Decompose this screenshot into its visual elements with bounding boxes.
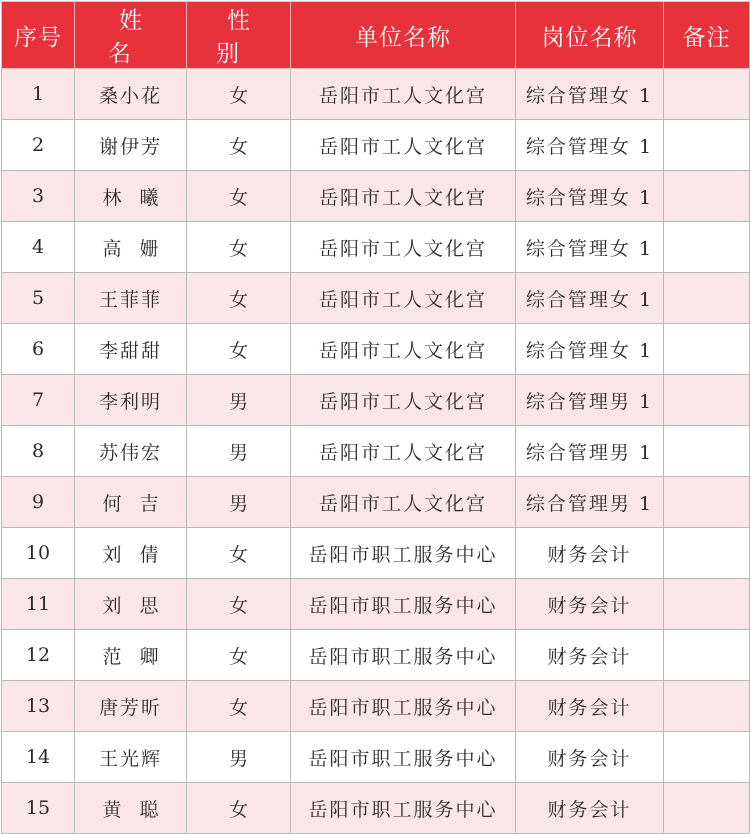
serial-number-cell-text: 6: [31, 338, 45, 360]
table-row: [2, 69, 750, 120]
unit-name-cell-text: 岳阳市工人文化宫: [318, 390, 487, 413]
header-unit-name: 单位名称: [291, 2, 516, 69]
name-cell-text: 唐芳昕: [98, 696, 162, 719]
unit-name-cell: [291, 783, 516, 834]
remarks-cell: [664, 120, 750, 171]
post-name-cell-text: 综合管理女 1: [525, 339, 654, 362]
remarks-cell: [664, 681, 750, 732]
post-name-cell-text: 财务会计: [547, 594, 632, 617]
gender-cell-text: 女: [228, 288, 248, 311]
unit-name-cell: [291, 171, 516, 222]
gender-cell: [187, 222, 291, 273]
gender-cell-text: 男: [228, 747, 248, 770]
gender-cell: [187, 375, 291, 426]
gender-cell-text: 女: [228, 186, 248, 209]
post-name-cell: [516, 477, 664, 528]
name-cell: [75, 630, 187, 681]
gender-cell: [187, 477, 291, 528]
post-name-cell-text: 综合管理女 1: [525, 84, 654, 107]
name-cell: [75, 681, 187, 732]
serial-number-cell-text: 11: [25, 593, 51, 615]
roster-sheet: [0, 1, 750, 821]
remarks-cell: [664, 579, 750, 630]
table-row: [2, 171, 750, 222]
post-name-cell: [516, 681, 664, 732]
name-cell-text: 刘思: [102, 594, 177, 617]
name-cell-text: 刘倩: [102, 543, 177, 566]
table-row: [2, 630, 750, 681]
name-cell-text: 李利明: [98, 390, 162, 413]
name-cell: [75, 120, 187, 171]
post-name-cell-text: 综合管理男 1: [525, 441, 654, 464]
name-cell: [75, 528, 187, 579]
post-name-cell-text: 综合管理女 1: [525, 186, 654, 209]
gender-cell-text: 女: [228, 339, 248, 362]
header-row: [2, 2, 750, 69]
unit-name-cell-text: 岳阳市工人文化宫: [318, 288, 487, 311]
post-name-cell: [516, 579, 664, 630]
unit-name-cell: [291, 375, 516, 426]
name-cell-text: 李甜甜: [98, 339, 162, 362]
gender-cell: [187, 69, 291, 120]
post-name-cell: [516, 732, 664, 783]
serial-number-cell-text: 4: [31, 236, 45, 258]
unit-name-cell-text: 岳阳市工人文化宫: [318, 84, 487, 107]
table-row: [2, 528, 750, 579]
unit-name-cell: [291, 273, 516, 324]
name-cell: [75, 426, 187, 477]
serial-number-cell-text: 7: [31, 389, 45, 411]
remarks-cell: [664, 324, 750, 375]
post-name-cell: [516, 630, 664, 681]
unit-name-cell-text: 岳阳市职工服务中心: [308, 543, 498, 566]
header-gender: 性 别: [187, 2, 291, 69]
name-cell: [75, 375, 187, 426]
gender-cell-text: 女: [228, 543, 248, 566]
serial-number-cell-text: 2: [31, 134, 45, 156]
remarks-cell: [664, 630, 750, 681]
name-cell-text: 黄聪: [102, 798, 177, 821]
gender-cell: [187, 681, 291, 732]
serial-number-cell: [2, 120, 75, 171]
name-cell-text: 林曦: [102, 186, 177, 209]
table-row: [2, 783, 750, 834]
serial-number-cell: [2, 681, 75, 732]
serial-number-cell: [2, 732, 75, 783]
table-row: [2, 681, 750, 732]
serial-number-cell: [2, 375, 75, 426]
post-name-cell-text: 财务会计: [547, 696, 632, 719]
serial-number-cell-text: 1: [31, 83, 45, 105]
serial-number-cell-text: 5: [31, 287, 45, 309]
remarks-cell: [664, 477, 750, 528]
serial-number-cell: [2, 222, 75, 273]
remarks-cell: [664, 375, 750, 426]
name-cell: [75, 222, 187, 273]
gender-cell: [187, 426, 291, 477]
serial-number-cell-text: 8: [31, 440, 45, 462]
name-cell: [75, 324, 187, 375]
post-name-cell-text: 综合管理男 1: [525, 390, 654, 413]
table-row: [2, 324, 750, 375]
table-row: [2, 273, 750, 324]
post-name-cell-text: 财务会计: [547, 747, 632, 770]
serial-number-cell: [2, 171, 75, 222]
gender-cell-text: 女: [228, 237, 248, 260]
name-cell-text: 桑小花: [98, 84, 162, 107]
table-row: [2, 375, 750, 426]
gender-cell: [187, 171, 291, 222]
name-cell-text: 苏伟宏: [98, 441, 162, 464]
name-cell: [75, 477, 187, 528]
remarks-cell: [664, 732, 750, 783]
post-name-cell: [516, 324, 664, 375]
post-name-cell-text: 财务会计: [547, 645, 632, 668]
post-name-cell: [516, 69, 664, 120]
unit-name-cell-text: 岳阳市工人文化宫: [318, 339, 487, 362]
unit-name-cell-text: 岳阳市职工服务中心: [308, 696, 498, 719]
remarks-cell: [664, 783, 750, 834]
unit-name-cell: [291, 681, 516, 732]
gender-cell: [187, 783, 291, 834]
gender-cell: [187, 120, 291, 171]
table-row: [2, 120, 750, 171]
name-cell-text: 何吉: [102, 492, 177, 515]
serial-number-cell: [2, 528, 75, 579]
name-cell: [75, 732, 187, 783]
unit-name-cell: [291, 69, 516, 120]
table-row: [2, 579, 750, 630]
post-name-cell-text: 综合管理女 1: [525, 288, 654, 311]
serial-number-cell: [2, 426, 75, 477]
remarks-cell: [664, 426, 750, 477]
gender-cell-text: 女: [228, 594, 248, 617]
name-cell-text: 王菲菲: [98, 288, 162, 311]
remarks-cell: [664, 528, 750, 579]
unit-name-cell: [291, 426, 516, 477]
header-name: 姓 名: [75, 2, 187, 69]
post-name-cell-text: 财务会计: [547, 798, 632, 821]
unit-name-cell-text: 岳阳市工人文化宫: [318, 135, 487, 158]
unit-name-cell-text: 岳阳市工人文化宫: [318, 237, 487, 260]
name-cell: [75, 273, 187, 324]
name-cell: [75, 171, 187, 222]
unit-name-cell: [291, 732, 516, 783]
unit-name-cell-text: 岳阳市职工服务中心: [308, 594, 498, 617]
serial-number-cell: [2, 324, 75, 375]
post-name-cell-text: 财务会计: [547, 543, 632, 566]
name-cell: [75, 69, 187, 120]
gender-cell-text: 女: [228, 798, 248, 821]
header-serial-number: 序号: [2, 2, 75, 69]
table-row: [2, 477, 750, 528]
post-name-cell-text: 综合管理女 1: [525, 237, 654, 260]
table-row: [2, 426, 750, 477]
post-name-cell: [516, 222, 664, 273]
serial-number-cell-text: 15: [25, 797, 51, 819]
name-cell-text: 范卿: [102, 645, 177, 668]
post-name-cell: [516, 375, 664, 426]
serial-number-cell-text: 3: [31, 185, 45, 207]
unit-name-cell-text: 岳阳市职工服务中心: [308, 645, 498, 668]
gender-cell: [187, 273, 291, 324]
roster-table: [1, 1, 750, 834]
gender-cell-text: 女: [228, 135, 248, 158]
serial-number-cell: [2, 579, 75, 630]
gender-cell-text: 女: [228, 696, 248, 719]
unit-name-cell: [291, 324, 516, 375]
remarks-cell: [664, 273, 750, 324]
gender-cell: [187, 324, 291, 375]
serial-number-cell-text: 12: [25, 644, 51, 666]
unit-name-cell: [291, 120, 516, 171]
table-row: [2, 732, 750, 783]
name-cell: [75, 579, 187, 630]
post-name-cell: [516, 783, 664, 834]
unit-name-cell-text: 岳阳市职工服务中心: [308, 747, 498, 770]
gender-cell-text: 男: [228, 492, 248, 515]
gender-cell: [187, 579, 291, 630]
unit-name-cell: [291, 579, 516, 630]
remarks-cell: [664, 222, 750, 273]
serial-number-cell: [2, 273, 75, 324]
post-name-cell: [516, 273, 664, 324]
unit-name-cell-text: 岳阳市工人文化宫: [318, 186, 487, 209]
unit-name-cell: [291, 477, 516, 528]
gender-cell-text: 女: [228, 645, 248, 668]
gender-cell: [187, 528, 291, 579]
header-remarks: 备注: [664, 2, 750, 69]
name-cell-text: 王光辉: [98, 747, 162, 770]
serial-number-cell-text: 10: [25, 542, 51, 564]
post-name-cell: [516, 120, 664, 171]
serial-number-cell-text: 9: [31, 491, 45, 513]
gender-cell: [187, 732, 291, 783]
post-name-cell: [516, 528, 664, 579]
serial-number-cell: [2, 630, 75, 681]
unit-name-cell: [291, 630, 516, 681]
gender-cell-text: 女: [228, 84, 248, 107]
serial-number-cell-text: 14: [25, 746, 51, 768]
post-name-cell: [516, 171, 664, 222]
name-cell-text: 谢伊芳: [98, 135, 162, 158]
serial-number-cell-text: 13: [25, 695, 51, 717]
gender-cell-text: 男: [228, 441, 248, 464]
post-name-cell: [516, 426, 664, 477]
unit-name-cell-text: 岳阳市工人文化宫: [318, 441, 487, 464]
remarks-cell: [664, 69, 750, 120]
remarks-cell: [664, 171, 750, 222]
post-name-cell-text: 综合管理女 1: [525, 135, 654, 158]
unit-name-cell: [291, 222, 516, 273]
serial-number-cell: [2, 783, 75, 834]
unit-name-cell-text: 岳阳市职工服务中心: [308, 798, 498, 821]
table-row: [2, 222, 750, 273]
serial-number-cell: [2, 477, 75, 528]
header-post-name: 岗位名称: [516, 2, 664, 69]
serial-number-cell: [2, 69, 75, 120]
unit-name-cell-text: 岳阳市工人文化宫: [318, 492, 487, 515]
name-cell-text: 高姗: [102, 237, 177, 260]
gender-cell: [187, 630, 291, 681]
gender-cell-text: 男: [228, 390, 248, 413]
post-name-cell-text: 综合管理男 1: [525, 492, 654, 515]
name-cell: [75, 783, 187, 834]
unit-name-cell: [291, 528, 516, 579]
